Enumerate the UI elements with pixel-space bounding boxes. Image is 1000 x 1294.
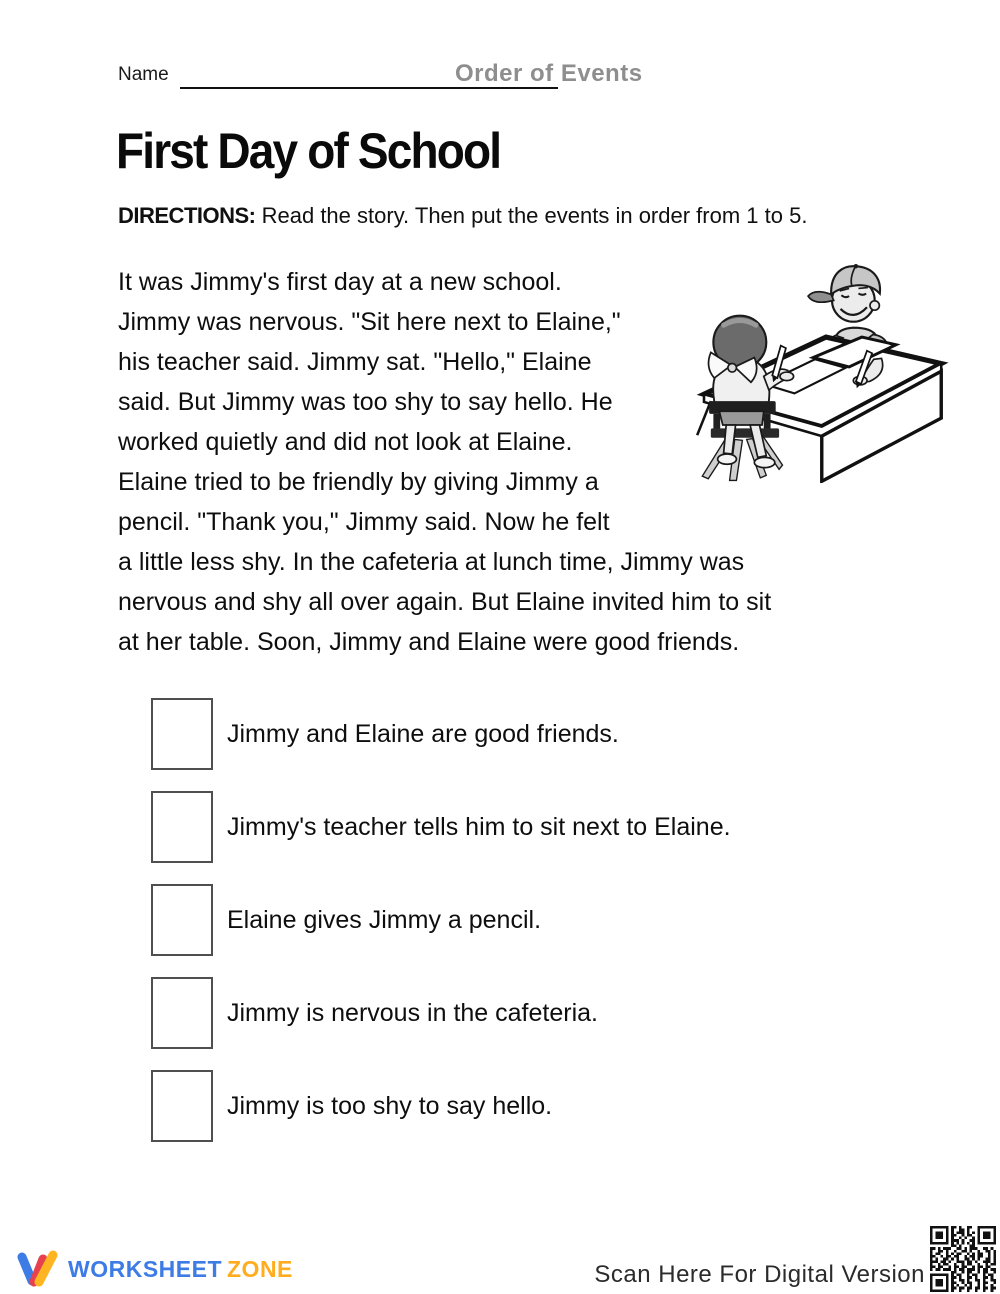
event-label: Jimmy is nervous in the cafeteria. bbox=[227, 998, 598, 1027]
events-list bbox=[151, 698, 731, 1163]
header bbox=[118, 60, 882, 94]
qr-code bbox=[930, 1226, 996, 1292]
story-line: at her table. Soon, Jimmy and Elaine were good friends. bbox=[118, 628, 740, 656]
story-line: a little less shy. In the cafeteria at lunch time, Jimmy was bbox=[118, 548, 745, 576]
brand-logo bbox=[16, 1248, 293, 1290]
event-row bbox=[151, 1070, 731, 1142]
event-label: Jimmy and Elaine are good friends. bbox=[227, 719, 619, 748]
worksheetzone-w-icon bbox=[16, 1248, 60, 1290]
students-at-desk-illustration bbox=[685, 256, 950, 483]
order-checkbox-1[interactable] bbox=[151, 698, 213, 770]
event-row bbox=[151, 977, 731, 1049]
story-line: his teacher said. Jimmy sat. "Hello," Elaine bbox=[118, 348, 592, 376]
brand-name-worksheet: WORKSHEET bbox=[68, 1255, 222, 1282]
directions-label: DIRECTIONS: bbox=[118, 203, 256, 228]
directions-text: Read the story. Then put the events in order from 1 to 5. bbox=[255, 203, 808, 228]
order-checkbox-2[interactable] bbox=[151, 791, 213, 863]
brand-name-zone: ZONE bbox=[227, 1255, 293, 1282]
story-line: Jimmy was nervous. "Sit here next to Elaine," bbox=[118, 308, 621, 336]
page-title: First Day of School bbox=[116, 123, 501, 179]
event-row bbox=[151, 791, 731, 863]
directions bbox=[118, 203, 807, 229]
event-row bbox=[151, 698, 731, 770]
order-checkbox-4[interactable] bbox=[151, 977, 213, 1049]
story-line: It was Jimmy's first day at a new school. bbox=[118, 268, 562, 296]
story-line: pencil. "Thank you," Jimmy said. Now he felt bbox=[118, 508, 610, 536]
event-label: Elaine gives Jimmy a pencil. bbox=[227, 905, 542, 934]
story-line: said. But Jimmy was too shy to say hello. He bbox=[118, 388, 613, 416]
story-line: nervous and shy all over again. But Elaine invited him to sit bbox=[118, 588, 772, 616]
worksheet-type-label: Order of Events bbox=[455, 60, 643, 87]
story-line: worked quietly and did not look at Elaine. bbox=[118, 428, 573, 456]
name-label: Name bbox=[118, 64, 169, 85]
scan-here-text: Scan Here For Digital Version bbox=[594, 1261, 925, 1288]
order-checkbox-3[interactable] bbox=[151, 884, 213, 956]
story-line: Elaine tried to be friendly by giving Jimmy a bbox=[118, 468, 599, 496]
order-checkbox-5[interactable] bbox=[151, 1070, 213, 1142]
event-row bbox=[151, 884, 731, 956]
event-label: Jimmy is too shy to say hello. bbox=[227, 1091, 553, 1120]
event-label: Jimmy's teacher tells him to sit next to Elaine. bbox=[227, 812, 731, 841]
